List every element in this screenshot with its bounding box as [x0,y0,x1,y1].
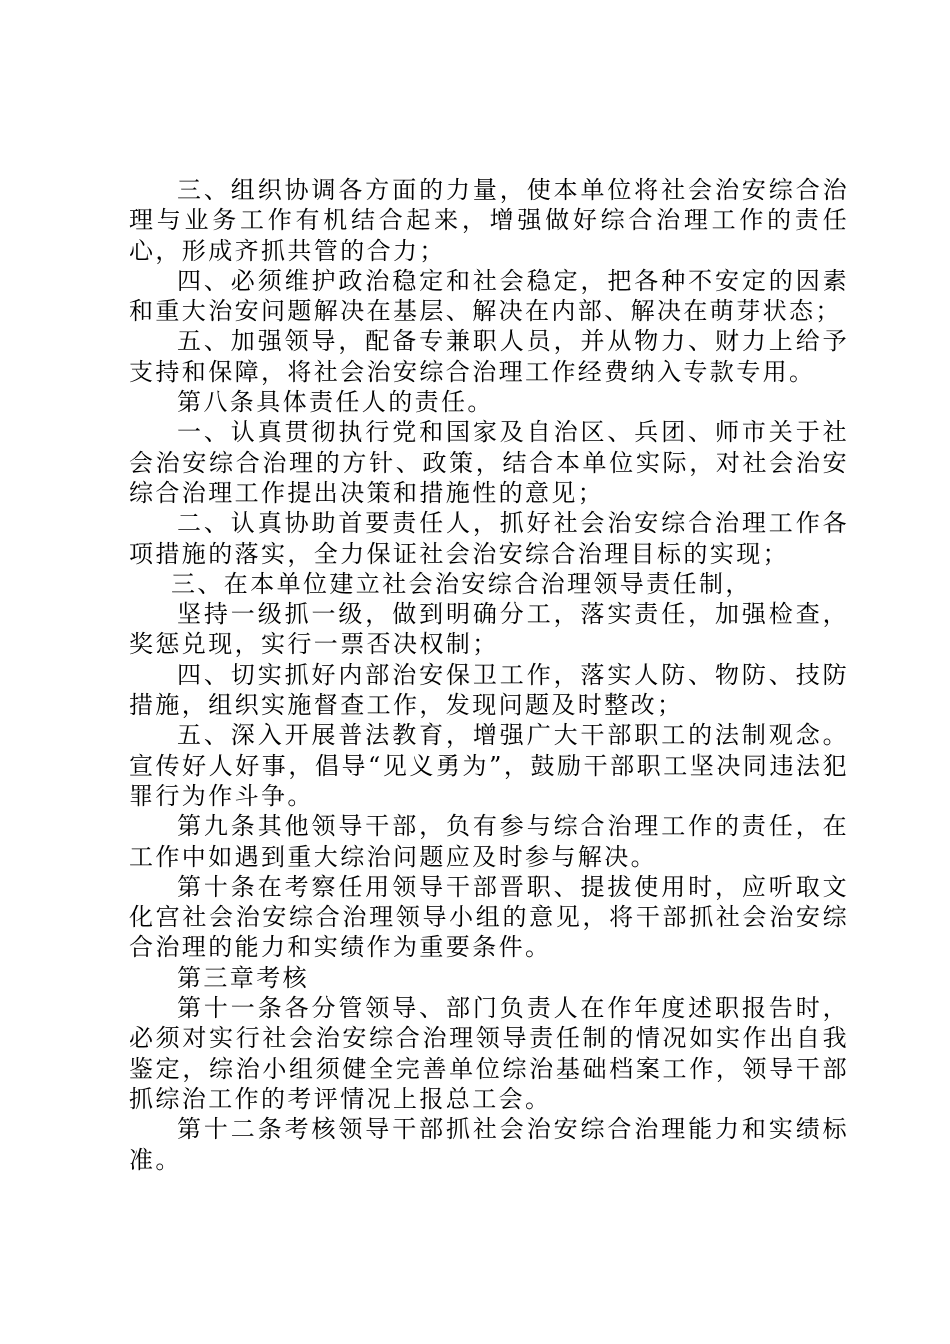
chapter-3-heading: 第三章考核 [177,963,309,992]
paragraph-article-8-item-2: 二、认真协助首要责任人，抓好社会治安综合治理工作各项措施的落实，全力保证社会治安综合治理目标的实现； [129,509,849,568]
paragraph-article-7-item-3: 三、组织协调各方面的力量，使本单位将社会治安综合治理与业务工作有机结合起来，增强做好综合治理工作的责任心，形成齐抓共管的合力； [129,176,849,265]
paragraph-article-8-item-3-continued: 坚持一级抓一级，做到明确分工，落实责任，加强检查，奖惩兑现，实行一票否决权制； [129,600,849,659]
paragraph-article-10: 第十条在考察任用领导干部晋职、提拔使用时，应听取文化宫社会治安综合治理领导小组的意见，将干部抓社会治安综合治理的能力和实绩作为重要条件。 [129,872,849,962]
paragraph-article-11: 第十一条各分管领导、部门负责人在作年度述职报告时，必须对实行社会治安综合治理领导责任制的情况如实作出自我鉴定，综治小组须健全完善单位综治基础档案工作，领导干部抓综治工作的考评情况上报总工会。 [129,994,849,1113]
document-body [129,175,849,1175]
paragraph-article-8-item-4: 四、切实抓好内部治安保卫工作，落实人防、物防、技防措施，组织实施督查工作，发现问题及时整改； [129,660,849,720]
paragraph-article-7-item-5: 五、加强领导，配备专兼职人员，并从物力、财力上给予支持和保障，将社会治安综合治理工作经费纳入专款专用。 [129,327,849,386]
paragraph-article-7-item-4: 四、必须维护政治稳定和社会稳定，把各种不安定的因素和重大治安问题解决在基层、解决在内部、解决在萌芽状态； [129,266,849,326]
paragraph-article-8-item-3: 三、在本单位建立社会治安综合治理领导责任制， [171,569,752,598]
paragraph-article-8-item-1: 一、认真贯彻执行党和国家及自治区、兵团、师市关于社会治安综合治理的方针、政策，结合本单位实际，对社会治安综合治理工作提出决策和措施性的意见； [129,418,849,507]
paragraph-article-8-item-5: 五、深入开展普法教育，增强广大干部职工的法制观念。宣传好人好事，倡导“见义勇为”，鼓励干部职工坚决同违法犯罪行为作斗争。 [129,721,849,810]
paragraph-article-9: 第九条其他领导干部，负有参与综合治理工作的责任，在工作中如遇到重大综治问题应及时参与解决。 [129,812,849,871]
paragraph-article-8-heading: 第八条具体责任人的责任。 [177,388,494,417]
paragraph-article-12: 第十二条考核领导干部抓社会治安综合治理能力和实绩标准。 [129,1115,849,1174]
